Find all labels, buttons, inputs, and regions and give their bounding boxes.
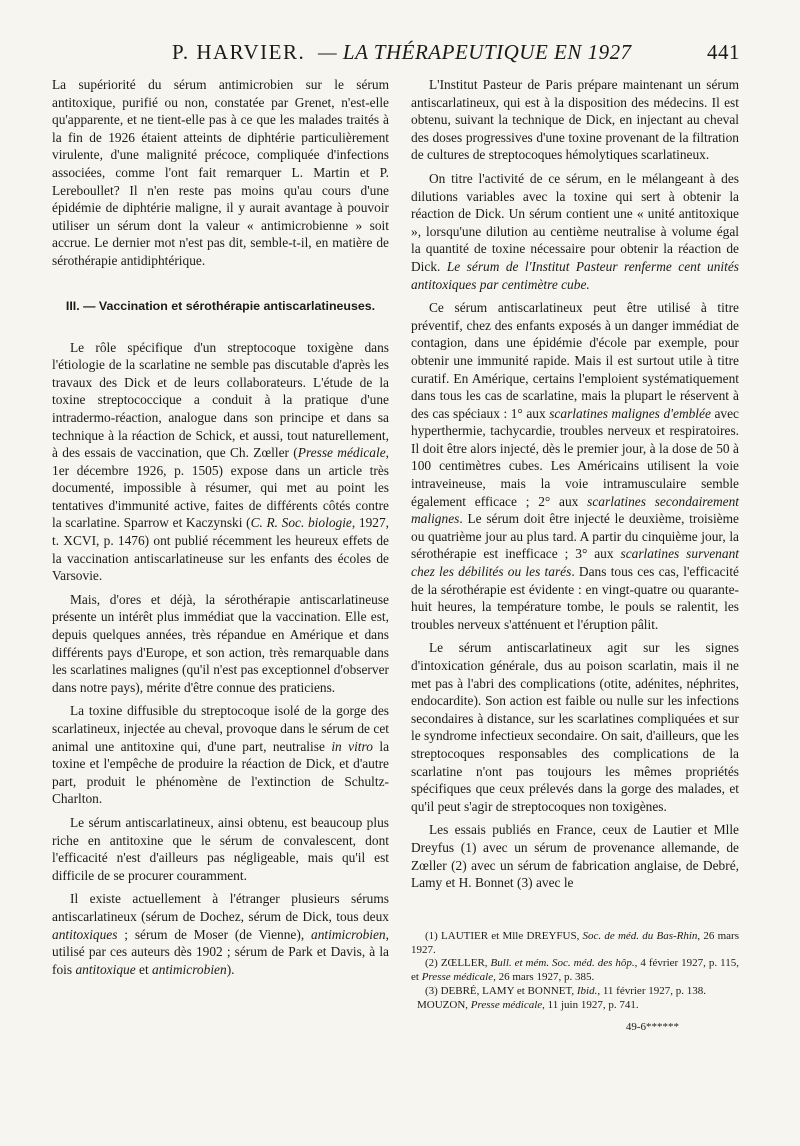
left-column — [52, 76, 389, 984]
footnote: (2) ZŒLLER, Bull. et mém. Soc. méd. des hôp., 4 février 1927, p. 115, et Presse médicale, 26 mars 1927, p. 385. — [411, 957, 739, 984]
paragraph: Le sérum antiscarlatineux, ainsi obtenu, est beaucoup plus riche en antitoxine que le sérum de convalescent, dont l'efficacité n'est d'ailleurs pas négligeable, mais qu'il est difficile de se procurer couramment. — [52, 814, 389, 883]
paragraph: Ce sérum antiscarlatineux peut être utilisé à titre préventif, chez des enfants exposés à un danger immédiat de contagion, dans une épidémie d'école par exemple, pour obtenir une immunité rapide. Mais il est surtout utile à titre curatif. En Amérique, certains l'emploient systématiquement dans tous les cas de scarlatine, mais la plupart le réservent à des cas spéciaux : 1° aux scarlatines malignes d'emblée avec hyperthermie, tachycardie, troubles nerveux et respiratoires. Il doit être alors injecté, dès le premier jour, à la dose de 50 à 100 centimètres cubes. Les Américains utilisent la voie intraveineuse, mais la voie intramusculaire semble également efficace ; 2° aux scarlatines secondairement malignes. Le sérum doit être injecté le deuxième, troisième ou quatrième jour au plus tard. A partir du cinquième jour, la sérothérapie est inefficace ; 3° aux scarlatines survenant chez les débilités ou les tarés. Dans tous ces cas, l'efficacité de la sérothérapie est évidente : en vingt-quatre ou quarante-huit heures, la température tombe, le pouls se ralentit, les troubles nerveux s'atténuent et l'éruption pâlit. — [411, 300, 739, 632]
header-author: P. HARVIER. — [172, 40, 306, 64]
printer-signature: 49-6****** — [625, 1020, 679, 1033]
right-column — [411, 76, 739, 1034]
paragraph: L'Institut Pasteur de Paris prépare maintenant un sérum antiscarlatineux, qui est à la disposition des médecins. Il est obtenu, suivant la technique de Dick, en injectant au cheval des doses progressives d'une toxine provenant de la filtration de cultures de streptocoques hémolytiques scarlatineux. — [411, 77, 739, 163]
footnote-continuation: MOUZON, Presse médicale, 11 juin 1927, p. 741. — [417, 998, 639, 1011]
paragraph: Mais, d'ores et déjà, la sérothérapie antiscarlatineuse présente un intérêt plus immédiat que la vaccination. Elle est, depuis quelques années, très répandue en Amérique et dans différents pays d'Europe, et son action, très remarquable dans les scarlatines malignes (qu'il n'est pas exceptionnel d'observer dans notre pays), mérite d'être connue des praticiens. — [52, 591, 389, 695]
section-heading: III. — Vaccination et sérothérapie antiscarlatineuses. — [65, 298, 376, 313]
footnotes — [411, 930, 739, 1035]
paragraph: La supériorité du sérum antimicrobien sur le sérum antitoxique, purifié ou non, constatée par Grenet, n'est-elle qu'apparente, et ne tient-elle pas à ce que les malades traités à la fin de 1926 étaient atteints de diphtérie particulièrement virulente, d'une malignité précoce, compliquée d'infections associées, comme l'ont fait remarquer L. Martin et P. Lereboullet? Il n'en reste pas moins qu'au cours d'une épidémie de diphtérie maligne, il y aurait avantage à pouvoir utiliser un sérum dont la valeur « antimicrobienne » soit accrue. Le dernier mot n'est pas dit, semble-t-il, en matière de sérothérapie antidiphtérique. — [52, 77, 389, 268]
paragraph: Le sérum antiscarlatineux agit sur les signes d'intoxication générale, dus au poison scarlatin, mais il ne met pas à l'abri des complications (otite, adénites, néphrites, endocardite). Son action est faible ou nulle sur les infections secondaires à distance, sur les scarlatines compliquées et sur le syndrome infectieux secondaire. On sait, d'ailleurs, que les streptocoques responsables des complications de la scarlatine n'ont pas toujours les mêmes propriétés spécifiques que ceux prélevés dans la gorge des malades, et qu'il peut s'agir de streptocoques non toxigènes. — [411, 640, 739, 814]
paragraph: Il existe actuellement à l'étranger plusieurs sérums antiscarlatineux (sérum de Dochez, sérum de Dick, tous deux antitoxiques ; sérum de Moser (de Vienne), antimicrobien, utilisé par ces auteurs dès 1902 ; sérum de Park et Davis, à la fois antitoxique et antimicrobien). — [52, 891, 389, 977]
footnote: (1) LAUTIER et Mlle DREYFUS, Soc. de méd. du Bas-Rhin, 26 mars 1927. — [411, 929, 739, 956]
paragraph: Le rôle spécifique d'un streptocoque toxigène dans l'étiologie de la scarlatine ne semble pas discutable d'après les travaux des Dick et de leurs collaborateurs. L'étude de la toxine streptococcique a conduit à la pratique d'une intradermo-réaction, analogue dans son principe et dans sa technique à la réaction de Schick, et aussi, tout naturellement, à des essais de vaccination, que Ch. Zœller (Presse médicale, 1er décembre 1926, p. 1505) expose dans un article très documenté, impossible à résumer, qui met au point les tentatives d'immunité active, faites de différents côtés contre la scarlatine. Sparrow et Kaczynski (C. R. Soc. biologie, 1927, t. XCVI, p. 1476) ont publié récemment les heureux effets de la vaccination antiscarlatineuse sur les enfants des écoles de Varsovie. — [52, 339, 389, 584]
header-title: — LA THÉRAPEUTIQUE EN 1927 — [318, 40, 632, 64]
page-number: 441 — [707, 40, 740, 64]
paragraph: On titre l'activité de ce sérum, en le mélangeant à des dilutions variables avec la toxine qui sert à obtenir la réaction de Dick. Un sérum contient une « unité antitoxique », lorsqu'une dilution au centième neutralise à volume égal la quantité de toxine nécessaire pour obtenir la réaction de Dick. Le sérum de l'Institut Pasteur renferme cent unités antitoxiques par centimètre cube. — [411, 170, 739, 292]
paragraph: Les essais publiés en France, ceux de Lautier et Mlle Dreyfus (1) avec un sérum de provenance allemande, de Zœller (2) avec un sérum de fabrication anglaise, de Debré, Lamy et H. Bonnet (3) avec le — [411, 822, 739, 891]
footnote: (3) DEBRÉ, LAMY et BONNET, Ibid., 11 février 1927, p. 138. — [425, 984, 706, 997]
paragraph: La toxine diffusible du streptocoque isolé de la gorge des scarlatineux, injectée au cheval, provoque dans le sérum de cet animal une antitoxine qui, d'une part, neutralise in vitro la toxine et l'empêche de produire la réaction de Dick, et d'autre part, produit le phénomène de l'extinction de Schultz-Charlton. — [52, 703, 390, 807]
